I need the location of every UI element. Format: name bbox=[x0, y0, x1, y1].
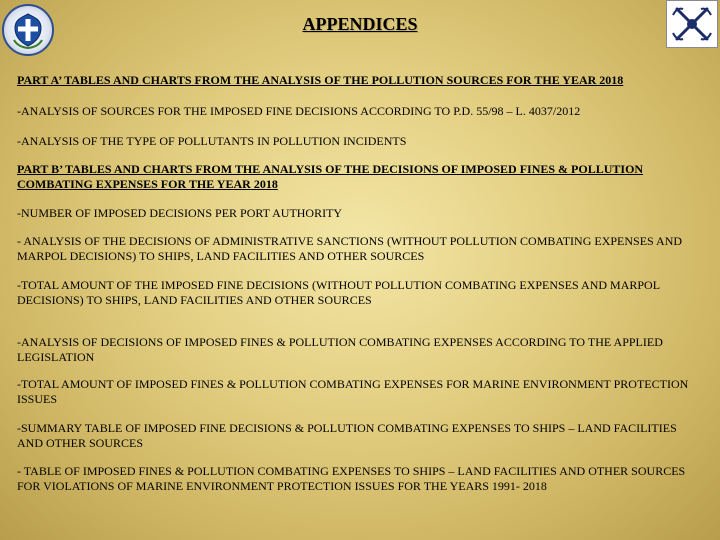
list-item: -TOTAL AMOUNT OF IMPOSED FINES & POLLUTION COMBATING EXPENSES FOR MARINE ENVIRONMENT PROTECTION ISSUES bbox=[17, 377, 689, 406]
list-item: -ANALYSIS OF SOURCES FOR THE IMPOSED FINE DECISIONS ACCORDING TO P.D. 55/98 – L. 4037/2012 bbox=[17, 104, 581, 118]
list-item: -TOTAL AMOUNT OF THE IMPOSED FINE DECISIONS (WITHOUT POLLUTION COMBATING EXPENSES AND MARPOL DECISIONS) TO SHIPS, LAND FACILITIES AND OTHER SOURCES bbox=[17, 278, 660, 307]
list-item: -SUMMARY TABLE OF IMPOSED FINE DECISIONS & POLLUTION COMBATING EXPENSES TO SHIPS – LAND FACILITIES AND OTHER SOURCES bbox=[17, 421, 677, 450]
page-title: APPENDICES bbox=[302, 14, 418, 34]
list-item: - TABLE OF IMPOSED FINES & POLLUTION COMBATING EXPENSES TO SHIPS – LAND FACILITIES AND OTHER SOURCES FOR VIOLATIONS OF MARINE ENVIRONMENT PROTECTION ISSUES FOR THE YEARS 1991- 2018 bbox=[17, 464, 686, 493]
part-b-heading: PART B’ TABLES AND CHARTS FROM THE ANALYSIS OF THE DECISIONS OF IMPOSED FINES & POLLUTION COMBATING EXPENSES FOR THE YEAR 2018 bbox=[17, 162, 644, 191]
part-a-heading: PART A’ TABLES AND CHARTS FROM THE ANALYSIS OF THE POLLUTION SOURCES FOR THE YEAR 2018 bbox=[17, 73, 624, 87]
list-item: -ANALYSIS OF THE TYPE OF POLLUTANTS IN POLLUTION INCIDENTS bbox=[17, 134, 407, 148]
list-item: -ANALYSIS OF DECISIONS OF IMPOSED FINES & POLLUTION COMBATING EXPENSES ACCORDING TO THE APPLIED LEGISLATION bbox=[17, 335, 663, 364]
list-item: - ANALYSIS OF THE DECISIONS OF ADMINISTRATIVE SANCTIONS (WITHOUT POLLUTION COMBATING EXPENSES AND MARPOL DECISIONS) TO SHIPS, LAND FACILITIES AND OTHER SOURCES bbox=[17, 234, 683, 263]
list-item: -NUMBER OF IMPOSED DECISIONS PER PORT AUTHORITY bbox=[17, 206, 343, 220]
